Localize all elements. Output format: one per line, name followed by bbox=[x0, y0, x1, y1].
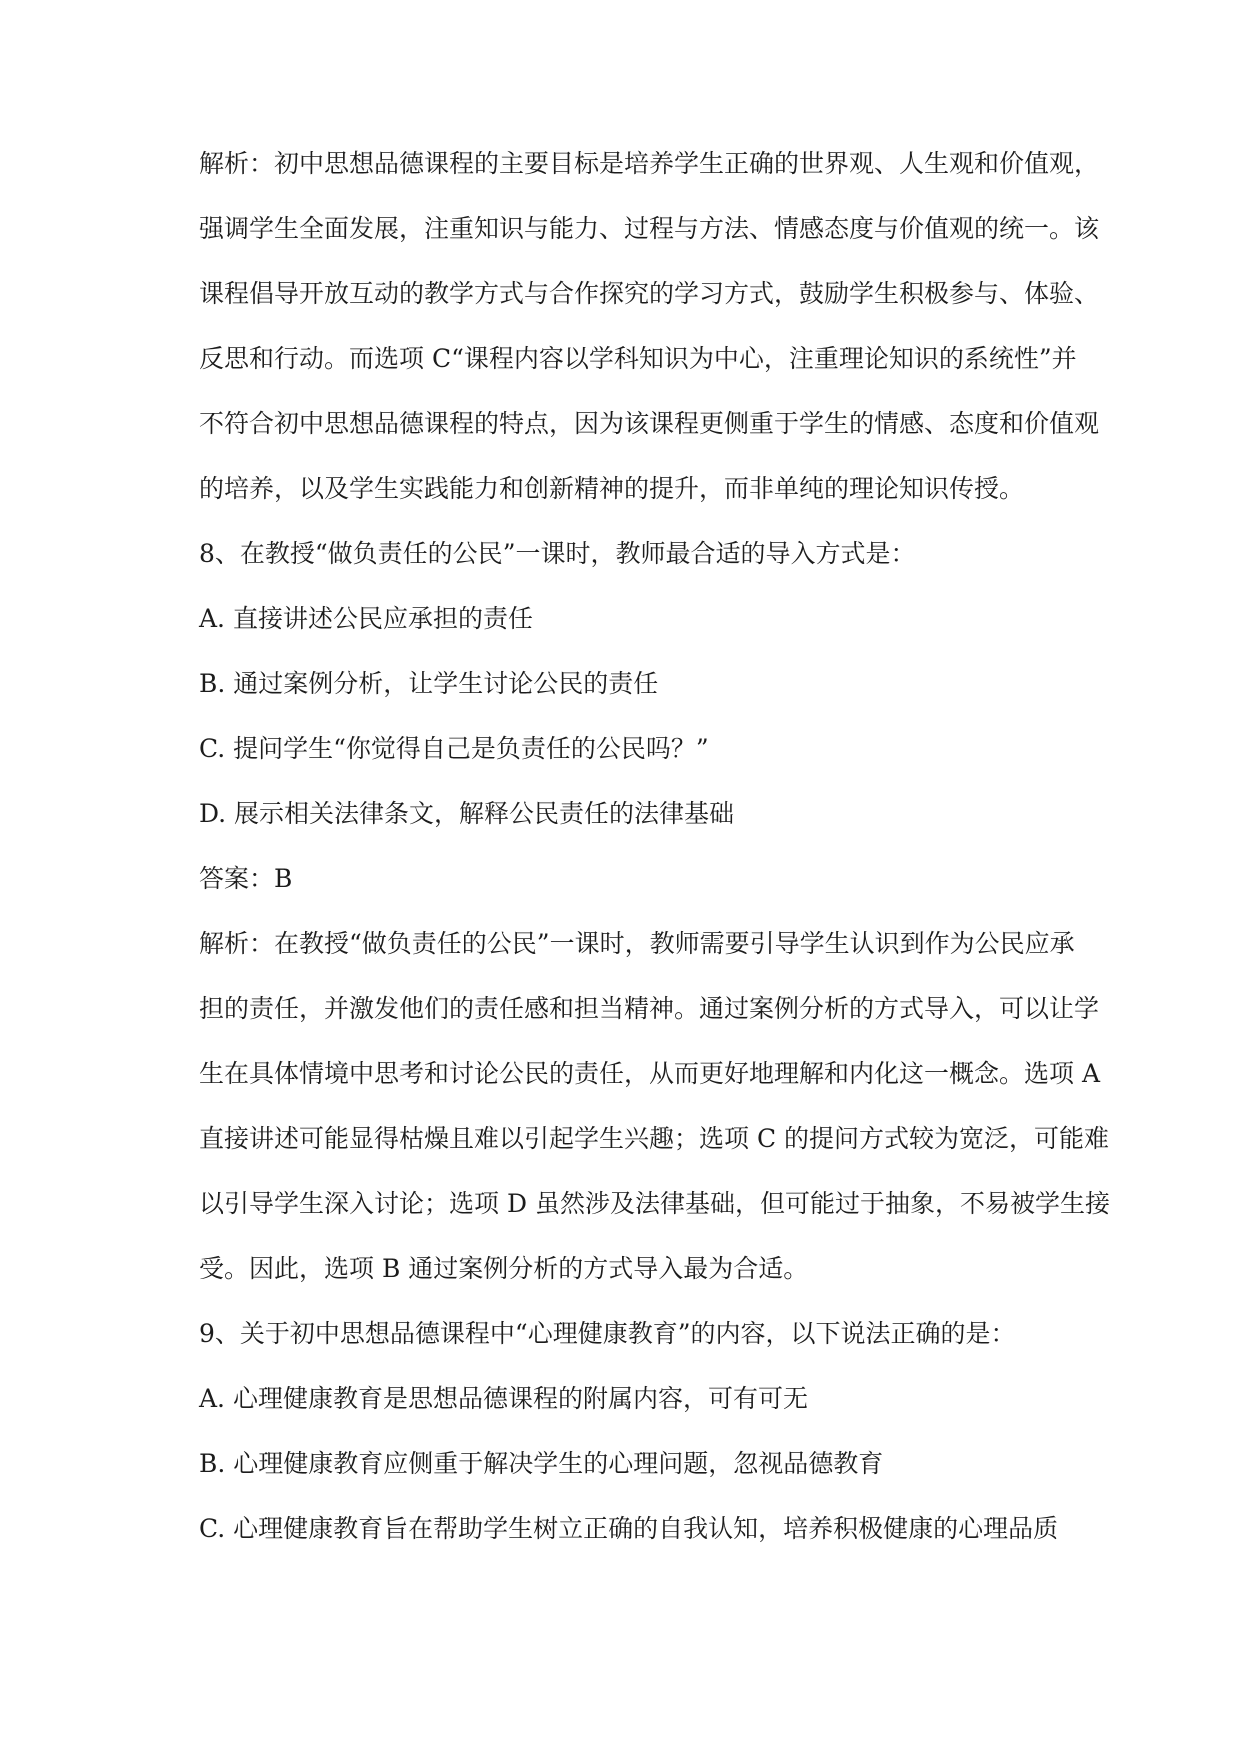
q9-question: 9、关于初中思想品德课程中“心理健康教育”的内容，以下说法正确的是： bbox=[199, 1319, 1016, 1348]
q8-analysis-line: 直接讲述可能显得枯燥且难以引起学生兴趣；选项 C 的提问方式较为宽泛，可能难 bbox=[199, 1124, 1110, 1153]
q8-question: 8、在教授“做负责任的公民”一课时，教师最合适的导入方式是： bbox=[199, 539, 916, 568]
q7-analysis-line: 强调学生全面发展，注重知识与能力、过程与方法、情感态度与价值观的统一。该 bbox=[199, 214, 1100, 243]
q8-option-a: A. 直接讲述公民应承担的责任 bbox=[199, 604, 533, 633]
q8-option-c: C. 提问学生“你觉得自己是负责任的公民吗？” bbox=[199, 734, 709, 763]
q7-analysis-line: 解析：初中思想品德课程的主要目标是培养学生正确的世界观、人生观和价值观， bbox=[199, 149, 1100, 178]
q7-analysis-line: 课程倡导开放互动的教学方式与合作探究的学习方式，鼓励学生积极参与、体验、 bbox=[199, 279, 1100, 308]
q9-option-b: B. 心理健康教育应侧重于解决学生的心理问题，忽视品德教育 bbox=[199, 1449, 884, 1478]
q8-option-b: B. 通过案例分析，让学生讨论公民的责任 bbox=[199, 669, 659, 698]
q8-analysis-line: 以引导学生深入讨论；选项 D 虽然涉及法律基础，但可能过于抽象，不易被学生接 bbox=[199, 1189, 1110, 1218]
q8-option-d: D. 展示相关法律条文，解释公民责任的法律基础 bbox=[199, 799, 735, 828]
q8-analysis-line: 担的责任，并激发他们的责任感和担当精神。通过案例分析的方式导入，可以让学 bbox=[199, 994, 1100, 1023]
q8-answer: 答案：B bbox=[199, 864, 293, 893]
q8-analysis-line: 受。因此，选项 B 通过案例分析的方式导入最为合适。 bbox=[199, 1254, 809, 1283]
q8-analysis-line: 生在具体情境中思考和讨论公民的责任，从而更好地理解和内化这一概念。选项 A bbox=[199, 1059, 1101, 1088]
q8-analysis-line: 解析：在教授“做负责任的公民”一课时，教师需要引导学生认识到作为公民应承 bbox=[199, 929, 1075, 958]
q9-option-c: C. 心理健康教育旨在帮助学生树立正确的自我认知，培养积极健康的心理品质 bbox=[199, 1514, 1059, 1543]
q7-analysis-line: 的培养，以及学生实践能力和创新精神的提升，而非单纯的理论知识传授。 bbox=[199, 474, 1025, 503]
q7-analysis-line: 不符合初中思想品德课程的特点，因为该课程更侧重于学生的情感、态度和价值观 bbox=[199, 409, 1100, 438]
q7-analysis-line: 反思和行动。而选项 C“课程内容以学科知识为中心，注重理论知识的系统性”并 bbox=[199, 344, 1077, 373]
q9-option-a: A. 心理健康教育是思想品德课程的附属内容，可有可无 bbox=[199, 1384, 808, 1413]
